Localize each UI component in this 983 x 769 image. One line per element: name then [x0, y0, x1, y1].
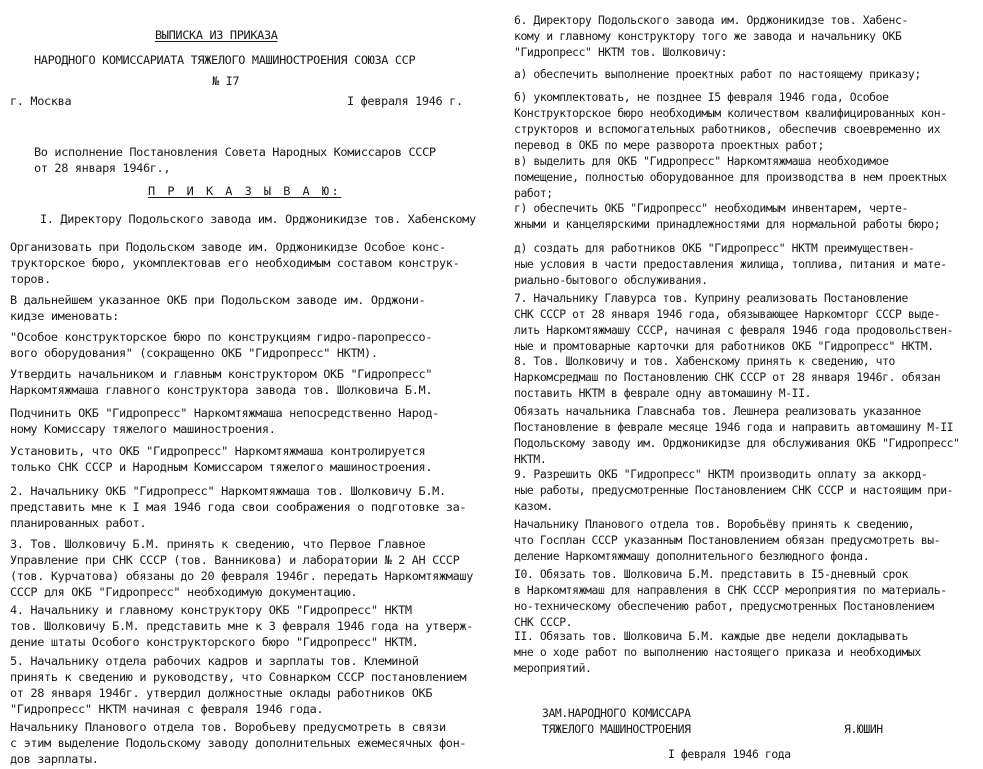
paragraph-further: В дальнейшем указанное ОКБ при Подольском заводе им. Орджони- кидзе именовать:: [10, 293, 426, 323]
paragraph-glavsnab: Обязать начальника Главснаба тов. Лешнера реализовать указанное Постановление в феврале месяце 1946 года и направить автомашину М-II Подольскому заводу им. Орджоникидзе для обслуживания ОКБ "Гидропресс" НКТМ.: [514, 404, 960, 466]
paragraph-bureau-name: "Особое конструкторское бюро по конструкциям гидро-паропрессо- вого оборудования" (сокращенно ОКБ "Гидропресс" НКТМ).: [10, 330, 433, 360]
city: г. Москва: [10, 94, 72, 108]
paragraph-gosplan: Начальнику Планового отдела тов. Воробьёву принять к сведению, что Госплан СССР указанным Постановлением обязан предусмотреть вы- деление Наркомтяжмашу дополнительного безлюдного фонда.: [514, 517, 941, 563]
paragraph-establish: Установить, что ОКБ "Гидропресс" Наркомтяжмаша контролируется только СНК СССР и Народным Комиссаром тяжелого машиностроения.: [10, 444, 433, 474]
paragraph-planning: Начальнику Планового отдела тов. Воробьеву предусмотреть в связи с этим выделение Подольскому заводу дополнительных ежемесячных фон- дов зарплаты.: [10, 720, 467, 766]
item-10: I0. Обязать тов. Шолковича Б.М. представить в I5-дневный срок в Наркомтяжмаш для направления в СНК СССР мероприятия по материаль- но-техническому обеспечению работ, предусмотренных Постановлением СНК СССР.: [514, 567, 947, 629]
document-heading: ВЫПИСКА ИЗ ПРИКАЗА: [155, 28, 278, 42]
order-number: № I7: [212, 74, 240, 88]
item-6: 6. Директору Подольского завода им. Орджоникидзе тов. Хабенс- кому и главному конструктору того же завода и начальнику ОКБ "Гидропресс" НКТМ тов. Шолковичу:: [514, 13, 908, 59]
right-page: [500, 0, 983, 769]
paragraph-subordinate: Подчинить ОКБ "Гидропресс" Наркомтяжмаша непосредственно Народ- ному Комиссару тяжелого машиностроения.: [10, 406, 439, 436]
item-1: I. Директору Подольского завода им. Орджоникидзе тов. Хабенскому: [40, 212, 476, 226]
paragraph-approve: Утвердить начальником и главным конструктором ОКБ "Гидропресс" Наркомтяжмаша главного конструктора завода тов. Шолковича Б.М.: [10, 367, 433, 397]
item-6a: а) обеспечить выполнение проектных работ по настоящему приказу;: [514, 67, 921, 81]
item-7: 7. Начальнику Главурса тов. Куприну реализовать Постановление СНК СССР от 28 января 1946 года, обязывающее Наркомторг СССР выде- лить Наркомтяжмашу СССР, начиная с февраля 1946 года продовольствен- ные и промтоварные карточки для работников ОКБ "Гидропресс" НКТМ.: [514, 291, 954, 353]
paragraph-organize: Организовать при Подольском заводе им. Орджоникидзе Особое конс- трукторское бюро, укомплектовав его необходимым составом конструк- торов.: [10, 240, 460, 286]
item-3: 3. Тов. Шолковичу Б.М. принять к сведению, что Первое Главное Управление при СНК СССР (тов. Ванникова) и лаборатории № 2 АН СССР (тов. Курчатова) обязаны до 20 февраля 1946г. передать Наркомтяжмашу СССР для ОКБ "Гидропресс" необходимую документацию.: [10, 537, 473, 599]
signature-title: ЗАМ.НАРОДНОГО КОМИССАРА ТЯЖЕЛОГО МАШИНОСТРОЕНИЯ: [542, 706, 691, 736]
item-6d: д) создать для работников ОКБ "Гидропресс" НКТМ преимуществен- ные условия в части предоставления жилища, топлива, питания и мате- риально-бытового обслуживания.: [514, 241, 947, 287]
item-6b: б) укомплектовать, не позднее I5 февраля 1946 года, Особое Конструкторское бюро необходимым количеством квалифицированных кон- структоров и вспомогательных работников, обеспечив своевременно их перевод в ОКБ по мере разворота проектных работ;: [514, 90, 947, 152]
item-8: 8. Тов. Шолковичу и тов. Хабенскому принять к сведению, что Наркомсредмаш по Постановлению СНК СССР от 28 января 1946г. обязан поставить НКТМ в феврале одну автомашину М-II.: [514, 354, 941, 400]
item-9: 9. Разрешить ОКБ "Гидропресс" НКТМ производить оплату за аккорд- ные работы, предусмотренные Постановлением СНК СССР и настоящим при- казом.: [514, 467, 954, 513]
item-6v: в) выделить для ОКБ "Гидропресс" Наркомтяжмаша необходимое помещение, полностью оборудованное для производства в нем проектных работ;: [514, 154, 947, 200]
signature-date: I февраля 1946 года: [668, 747, 791, 761]
item-11: II. Обязать тов. Шолковича Б.М. каждые две недели докладывать мне о ходе работ по выполнению настоящего приказа и необходимых мероприятий.: [514, 629, 921, 675]
item-5: 5. Начальнику отдела рабочих кадров и зарплаты тов. Клеминой принять к сведению и руководству, что Совнарком СССР постановлением от 28 января 1946г. утвердил должностные оклады работников ОКБ "Гидропресс" НКТМ начиная с февраля 1946 года.: [10, 654, 467, 716]
issuing-authority: НАРОДНОГО КОМИССАРИАТА ТЯЖЕЛОГО МАШИНОСТРОЕНИЯ СОЮЗА ССР: [34, 53, 416, 67]
signature-name: Я.ЮШИН: [844, 722, 883, 736]
item-2: 2. Начальнику ОКБ "Гидропресс" Наркомтяжмаша тов. Шолковичу Б.М. представить мне к I мая 1946 года свои соображения о подготовке за- планированных работ.: [10, 484, 467, 530]
item-4: 4. Начальнику и главному конструктору ОКБ "Гидропресс" НКТМ тов. Шолковичу Б.М. представить мне к 3 февраля 1946 года на утверж- дение штаты Особого конструкторского бюро "Гидропресс" НКТМ.: [10, 603, 473, 649]
preamble: Во исполнение Постановления Совета Народных Комиссаров СССР от 28 января 1946г.,: [34, 145, 436, 175]
order-word: П Р И К А З Ы В А Ю:: [148, 184, 342, 198]
item-6g: г) обеспечить ОКБ "Гидропресс" необходимым инвентарем, черте- жными и канцелярскими принадлежностями для нормальной работы бюро;: [514, 201, 941, 231]
order-date: I февраля 1946 г.: [347, 94, 463, 108]
